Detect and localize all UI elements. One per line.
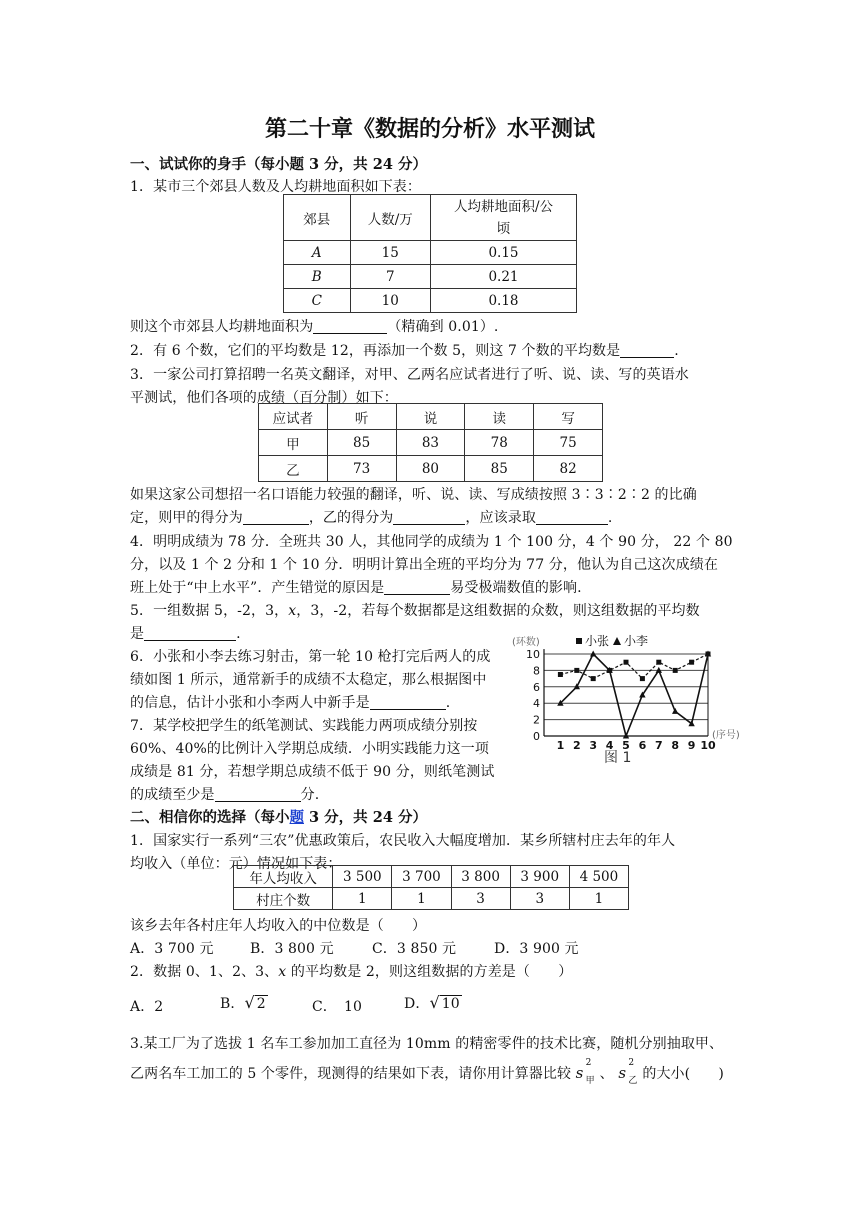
figure-caption: 图 1 [604, 750, 632, 766]
y-tick-label: 0 [533, 730, 540, 743]
header-cell: 人均耕地面积/公 顷 [430, 195, 576, 241]
q6-line3: 的信息，估计小张和小李两人中新手是 . [130, 695, 451, 711]
data-point [591, 676, 596, 681]
table-cell: 0.21 [430, 265, 576, 289]
header-cell: 郊县 [284, 195, 351, 241]
x-tick-label: 6 [638, 739, 647, 752]
x-tick-label: 4 [605, 739, 614, 752]
header-cell: 年人均收入 [234, 866, 333, 888]
data-point [558, 672, 563, 677]
answer-blank[interactable] [536, 509, 608, 525]
header-cell: 3 700 [392, 866, 451, 888]
answer-blank[interactable] [370, 694, 446, 710]
table-cell: C [284, 289, 351, 313]
header-cell: 3 800 [451, 866, 510, 888]
header-cell: 人数/万 [350, 195, 430, 241]
x-tick-label: 1 [556, 739, 565, 752]
legend-marker [576, 638, 582, 644]
table-cell: 1 [333, 888, 392, 910]
question-link[interactable]: 题 [289, 809, 304, 826]
table-cell: 83 [396, 430, 465, 456]
page-title: 第二十章《数据的分析》水平测试 [264, 116, 595, 142]
y-tick-label: 8 [533, 664, 540, 678]
table-cell: B [284, 265, 351, 289]
data-point [672, 708, 678, 714]
s2q1-line3: 该乡去年各村庄年人均收入的中位数是（ ） [130, 918, 427, 934]
answer-blank[interactable] [144, 625, 236, 641]
q7-line1: 7．某学校把学生的纸笔测试、实践能力两项成绩分别按 [130, 718, 478, 734]
option-d[interactable]: D．3 900 元 [494, 941, 579, 957]
table-cell: 15 [350, 241, 430, 265]
table-cell: 78 [465, 430, 534, 456]
table-cell: 75 [534, 430, 603, 456]
data-point [673, 668, 678, 673]
q5-line2: 是 . [130, 626, 241, 642]
legend-label: 小张 [585, 634, 610, 648]
header-cell: 写 [534, 404, 603, 430]
table-cell: 3 [451, 888, 510, 910]
y-tick-label: 4 [533, 697, 540, 711]
section1-heading: 一、试试你的身手（每小题 3 分，共 24 分） [130, 156, 427, 173]
data-point [656, 660, 661, 665]
legend-label: 小李 [624, 634, 649, 648]
header-cell: 读 [465, 404, 534, 430]
header-cell: 应试者 [259, 404, 328, 430]
q4-line2: 分，以及 1 个 2 分和 1 个 10 分．明明计算出全班的平均分为 77 分，他认为自己这次成绩在 [130, 557, 718, 573]
y-axis-label: (环数) [512, 637, 540, 648]
table-cell: 10 [350, 289, 430, 313]
q1-text: 1．某市三个郊县人数及人均耕地面积如下表： [130, 179, 422, 195]
legend-marker [613, 637, 621, 645]
chart-legend [576, 633, 648, 648]
s2q1-line1: 1．国家实行一系列“三农”优惠政策后，农民收入大幅度增加．某乡所辖村庄去年的年人 [130, 833, 676, 849]
s2q3-line2: 乙两名车工加工的 5 个零件，现测得的结果如下表，请你用计算器比较 s 2 甲 、 s 2 乙 的大小( ) [130, 1058, 724, 1086]
table-cell: 0.18 [430, 289, 576, 313]
header-cell: 4 500 [569, 866, 628, 888]
sqrt-expression: √ 2 [244, 993, 266, 1012]
x-tick-label: 10 [700, 739, 716, 752]
table-cell: 1 [569, 888, 628, 910]
answer-blank[interactable] [313, 318, 387, 334]
q2-text: 2．有 6 个数，它们的平均数是 12，再添加一个数 5，则这 7 个数的平均数是 . [130, 343, 679, 359]
table-cell: 村庄个数 [234, 888, 333, 910]
variance-symbol: s 2 甲 [575, 1058, 595, 1086]
option-b[interactable]: B．√ 2 [220, 993, 266, 1012]
header-cell: 听 [327, 404, 396, 430]
y-tick-label: 10 [526, 648, 540, 661]
s2q2-line1: 2．数据 0、1、2、3、x 的平均数是 2，则这组数据的方差是（ ） [130, 964, 573, 980]
x-axis-label: (序号) [712, 730, 740, 741]
table-cell: 80 [396, 456, 465, 482]
option-b[interactable]: B．3 800 元 [250, 941, 334, 957]
table-cell: 3 [510, 888, 569, 910]
q3-line2: 平测试，他们各项的成绩（百分制）如下： [130, 390, 398, 406]
variance-symbol: s 2 乙 [618, 1058, 638, 1086]
answer-blank[interactable] [384, 579, 450, 595]
option-d[interactable]: D．√ 10 [404, 993, 460, 1012]
data-point [624, 660, 629, 665]
y-tick-label: 6 [533, 680, 540, 694]
option-c[interactable]: C． 10 [312, 999, 363, 1015]
q5-line1: 5．一组数据 5，-2，3，x，3，-2，若每个数据都是这组数据的众数，则这组数据的平均数 [130, 603, 700, 619]
x-tick-label: 7 [654, 739, 663, 752]
q7-line3: 成绩是 81 分，若想学期总成绩不低于 90 分，则纸笔测试 [130, 764, 495, 780]
option-a[interactable]: A．3 700 元 [130, 941, 214, 957]
q4-line1: 4．明明成绩为 78 分．全班共 30 人，其他同学的成绩为 1 个 100 分，4 个 90 分， 22 个 80 [130, 534, 733, 550]
income-table [233, 865, 629, 910]
s2q1-line2: 均收入（单位：元）情况如下表： [130, 856, 342, 872]
x-tick-label: 8 [671, 739, 680, 752]
option-c[interactable]: C．3 850 元 [372, 941, 457, 957]
q1-answer-line: 则这个市郊县人均耕地面积为 （精确到 0.01）. [130, 319, 499, 335]
answer-blank[interactable] [243, 509, 309, 525]
data-point [689, 660, 694, 665]
data-point [640, 676, 645, 681]
table-cell: 0.15 [430, 241, 576, 265]
answer-blank[interactable] [215, 786, 301, 802]
table-cell: 73 [327, 456, 396, 482]
county-table [283, 194, 577, 313]
table-cell: 85 [465, 456, 534, 482]
sqrt-expression: √ 10 [429, 993, 460, 1012]
q7-line2: 60%、40%的比例计入学期总成绩．小明实践能力这一项 [130, 741, 489, 757]
chart-series [557, 651, 711, 739]
table-cell: 85 [327, 430, 396, 456]
q6-line1: 6．小张和小李去练习射击，第一轮 10 枪打完后两人的成 [130, 649, 491, 665]
section2-heading: 二、相信你的选择（每小题 3 分，共 24 分） [130, 809, 427, 826]
table-cell: A [284, 241, 351, 265]
x-tick-label: 3 [589, 739, 598, 752]
x-tick-label: 9 [687, 739, 696, 752]
option-a[interactable]: A．2 [130, 999, 164, 1015]
header-cell: 说 [396, 404, 465, 430]
q3-line1: 3．一家公司打算招聘一名英文翻译，对甲、乙两名应试者进行了听、说、读、写的英语水 [130, 367, 689, 383]
x-tick-label: 5 [622, 739, 630, 752]
q3-line4: 定，则甲的得分为 ，乙的得分为 ，应该录取 . [130, 510, 613, 526]
table-cell: 82 [534, 456, 603, 482]
y-tick-label: 2 [533, 713, 540, 727]
table-cell: 甲 [259, 430, 328, 456]
q4-line3: 班上处于“中上水平”．产生错觉的原因是 易受极端数值的影响. [130, 580, 582, 596]
series-line [560, 654, 708, 736]
table-cell: 乙 [259, 456, 328, 482]
data-point [574, 683, 580, 689]
answer-blank[interactable] [620, 342, 674, 358]
answer-blank[interactable] [393, 509, 465, 525]
shooting-line-chart [508, 633, 744, 769]
data-point [574, 668, 579, 673]
table-cell: 7 [350, 265, 430, 289]
header-cell: 3 500 [333, 866, 392, 888]
table-cell: 1 [392, 888, 451, 910]
x-tick-label: 2 [572, 739, 581, 752]
s2q3-line1: 3.某工厂为了选拔 1 名车工参加加工直径为 10mm 的精密零件的技术比赛，随机分别抽取甲、 [130, 1036, 724, 1052]
header-cell: 3 900 [510, 866, 569, 888]
score-table [258, 403, 603, 482]
q6-line2: 绩如图 1 所示，通常新手的成绩不太稳定，那么根据图中 [130, 672, 487, 688]
q7-line4: 的成绩至少是 分. [130, 787, 320, 803]
q3-line3: 如果这家公司想招一名口语能力较强的翻译，听、说、读、写成绩按照 3∶3∶2∶2 的比确 [130, 487, 697, 503]
